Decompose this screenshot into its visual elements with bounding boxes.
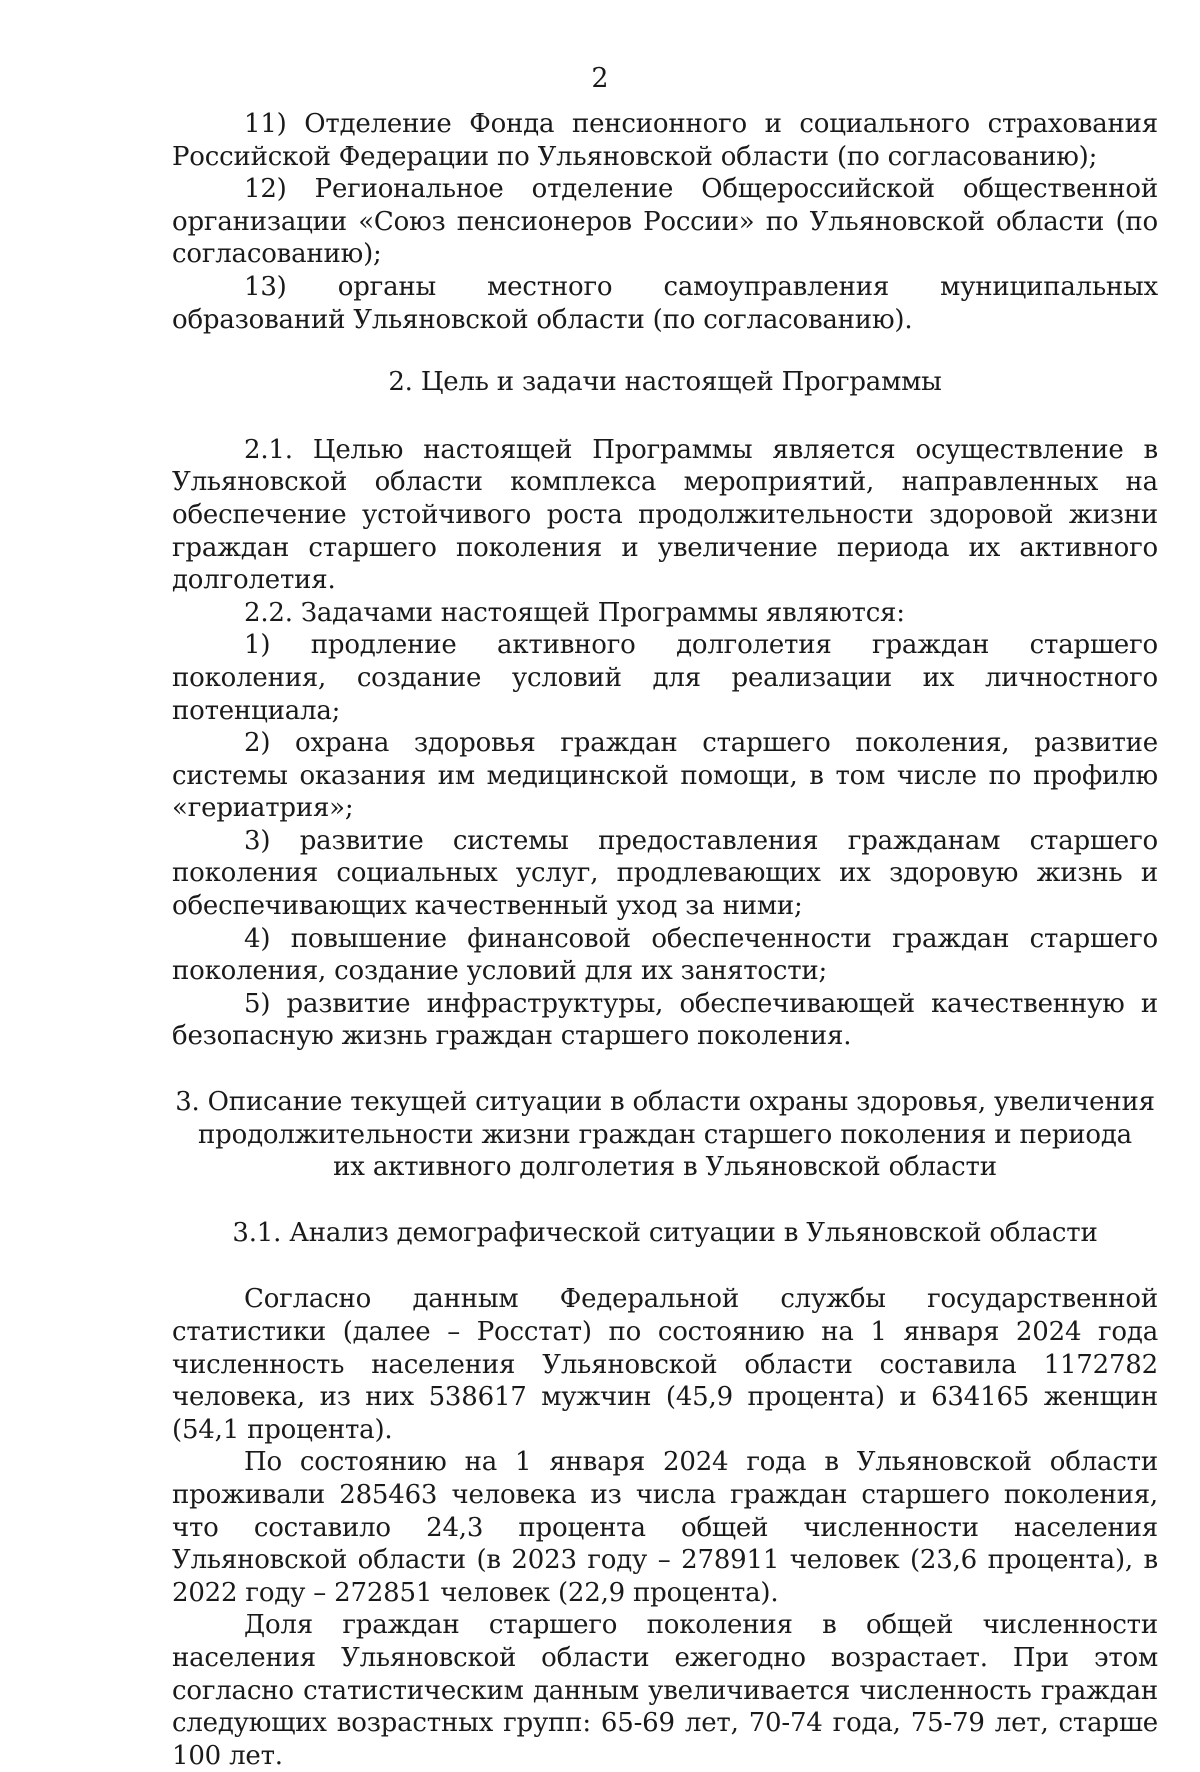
task-item-1: 1) продление активного долголетия граждан старшего поколения, создание условий для реализации их личностного потенциала; bbox=[172, 630, 1158, 726]
demography-paragraph-2: По состоянию на 1 января 2024 года в Ульяновской области проживали 285463 человека из числа граждан старшего поколения, что составило 24,3 процента общей численности населения Ульяновской области (в 2023 году – 278911 человек (23,6 процента), в 2022 году – 272851 человек (22,9 процента). bbox=[172, 1447, 1158, 1608]
list-item-13: 13) органы местного самоуправления муниципальных образований Ульяновской области (по согласованию). bbox=[172, 271, 1158, 335]
demography-paragraph-1: Согласно данным Федеральной службы государственной статистики (далее – Росстат) по состоянию на 1 января 2024 года численность населения Ульяновской области составила 1172782 человека, из них 538617 мужчин (45,9 процента) и 634165 женщин (54,1 процента). bbox=[172, 1284, 1158, 1445]
section-3-1-heading: 3.1. Анализ демографической ситуации в Ульяновской области bbox=[232, 1217, 1098, 1248]
task-item-3: 3) развитие системы предоставления гражданам старшего поколения социальных услуг, продлевающих их здоровую жизнь и обеспечивающих качественный уход за ними; bbox=[172, 825, 1158, 922]
task-item-5: 5) развитие инфраструктуры, обеспечивающей качественную и безопасную жизнь граждан старшего поколения. bbox=[172, 988, 1158, 1052]
section-2-heading: 2. Цель и задачи настоящей Программы bbox=[388, 367, 942, 398]
section-2-tasks-intro: 2.2. Задачами настоящей Программы являются: bbox=[244, 597, 905, 628]
section-3-heading-line-1: 3. Описание текущей ситуации в области охраны здоровья, увеличения bbox=[175, 1087, 1155, 1118]
document-body bbox=[172, 108, 1158, 1772]
list-item-11: 11) Отделение Фонда пенсионного и социального страхования Российской Федерации по Ульяновской области (по согласованию); bbox=[172, 109, 1158, 172]
section-3-heading bbox=[172, 1086, 1158, 1184]
section-3-heading-line-2: продолжительности жизни граждан старшего поколения и периода bbox=[198, 1119, 1132, 1150]
demography-paragraph-3: Доля граждан старшего поколения в общей численности населения Ульяновской области ежегодно возрастает. При этом согласно статистическим данным увеличивается численность граждан следующих возрастных групп: 65-69 лет, 70-74 года, 75-79 лет, старше 100 лет. bbox=[172, 1610, 1158, 1771]
page-number: 2 bbox=[591, 63, 609, 94]
section-2-goal: 2.1. Целью настоящей Программы является осуществление в Ульяновской области комплекса мероприятий, направленных на обеспечение устойчивого роста продолжительности здоровой жизни граждан старшего поколения и увеличение периода их активного долголетия. bbox=[172, 434, 1158, 596]
task-item-2: 2) охрана здоровья граждан старшего поколения, развитие системы оказания им медицинской помощи, в том числе по профилю «гериатрия»; bbox=[172, 728, 1158, 824]
section-3-heading-line-3: их активного долголетия в Ульяновской области bbox=[333, 1152, 997, 1183]
list-item-12: 12) Региональное отделение Общероссийской общественной организации «Союз пенсионеров России» по Ульяновской области (по согласованию); bbox=[172, 174, 1158, 270]
task-item-4: 4) повышение финансовой обеспеченности граждан старшего поколения, создание условий для их занятости; bbox=[172, 923, 1158, 987]
